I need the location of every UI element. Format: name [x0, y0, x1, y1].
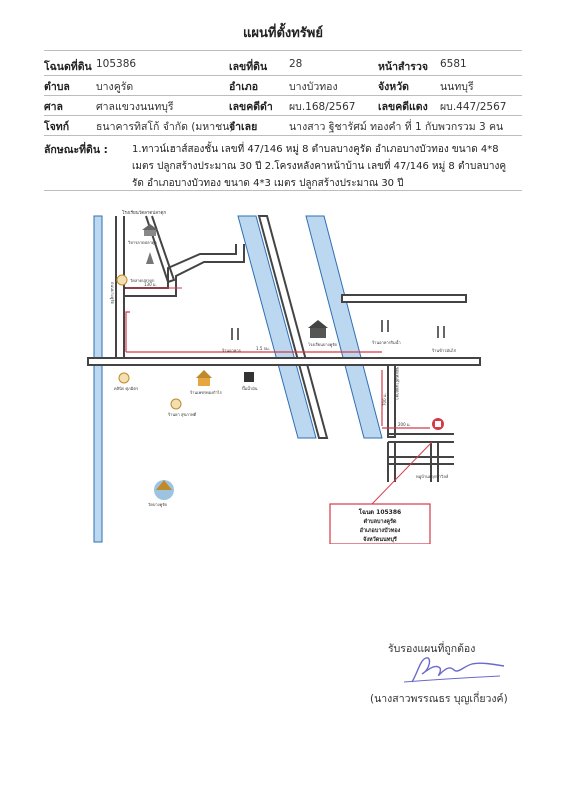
- red-case-value: ผบ.447/2567: [440, 101, 507, 113]
- row-divider: [44, 75, 522, 76]
- callout-province: จังหวัดนนทบุรี: [363, 537, 397, 543]
- pharmacy-icon: [171, 399, 181, 409]
- callout-subdistrict: ตำบลบางคูรัด: [363, 519, 397, 525]
- fuel-icon: [244, 372, 254, 382]
- upper-right-road: [342, 295, 466, 302]
- row-divider: [44, 95, 522, 96]
- clinic-label: คลินิก ศุภมิตร: [114, 386, 139, 391]
- shop-house-label: ร้านเพชรทองกำไร: [190, 390, 222, 395]
- signer-name: (นางสาวพรรณธร บุญเกี่ยวงค์): [370, 693, 508, 705]
- top-divider: [44, 50, 522, 51]
- fuel-label: ปั๊มน้ำมัน: [242, 386, 258, 391]
- defendant-value: นางสาว ฐิชารัศม์ ทองคำ ที่ 1 กับพวกรวม 3 คน: [289, 121, 504, 133]
- left-canal: [94, 216, 102, 542]
- distance-label-130: 130 ม.: [144, 282, 157, 287]
- survey-page-label: หน้าสำรวจ: [378, 61, 428, 73]
- restaurant-far-icon: [438, 326, 444, 338]
- distance-label-700: 700 ม.: [382, 393, 387, 406]
- row-divider: [44, 115, 522, 116]
- description-divider: [44, 190, 522, 191]
- restaurant-far-label: ร้านข้าวมันไก่: [432, 348, 457, 353]
- district-value: บางบัวทอง: [289, 81, 338, 93]
- black-case-value: ผบ.168/2567: [289, 101, 356, 113]
- clinic-icon: [119, 373, 129, 383]
- certify-text: รับรองแผนที่ถูกต้อง: [388, 643, 476, 655]
- restaurant-mid-label: ร้านอาหาร: [222, 348, 241, 353]
- subdistrict-value: บางคูรัด: [96, 81, 134, 93]
- school-mid-label: โรงเรียนบางคูรัด: [308, 342, 338, 347]
- main-road: [88, 358, 480, 365]
- plaintiff-label: โจทก์: [44, 121, 70, 133]
- row-divider: [44, 135, 522, 136]
- location-map: [86, 202, 482, 544]
- temple-bottom-label: วัดบางคูรัด: [148, 502, 168, 507]
- court-label: ศาล: [44, 101, 63, 113]
- callout-deed: โฉนด 105386: [358, 509, 402, 516]
- distance-label-1-5: 1.5 กม.: [256, 346, 270, 351]
- survey-page-value: 6581: [440, 58, 467, 70]
- temple-bottom-icon: [154, 480, 174, 500]
- province-label: จังหวัด: [378, 81, 409, 93]
- right-vertical-road: [388, 365, 395, 437]
- left-vertical-road: [116, 216, 124, 358]
- temple-hall-label: วิหารลาดปลาดุก: [128, 240, 157, 245]
- village-label: หมู่บ้านพฤกษาวิลล์: [416, 474, 449, 479]
- property-pin-icon: [432, 418, 444, 430]
- cafe-icon: [117, 275, 127, 285]
- land-no-label: เลขที่ดิน: [229, 61, 268, 73]
- red-case-label: เลขคดีแดง: [378, 101, 428, 113]
- land-no-value: 28: [289, 58, 303, 70]
- route-line-a: [126, 312, 130, 352]
- signature-image: [400, 652, 510, 688]
- left-road-label: ถนนบางคูรัด: [110, 282, 115, 305]
- defendant-label: จำเลย: [229, 121, 258, 133]
- description-label: ลักษณะที่ดิน :: [44, 144, 108, 156]
- pagoda-icon: [146, 252, 154, 264]
- province-value: นนทบุรี: [440, 81, 474, 93]
- restaurant-icon: [232, 328, 238, 340]
- school-label: โรงเรียนวัดลาดปลาดุก: [122, 211, 167, 216]
- court-value: ศาลแขวงนนทบุรี: [96, 101, 174, 113]
- distance-label-200: 200 ม.: [398, 422, 411, 427]
- right-road-label: ซอยหมู่บ้านพฤกษา: [395, 367, 400, 400]
- land-description: 1.ทาวน์เฮาส์สองชั้น เลขที่ 47/146 หมู่ 8 ตำบลบางคูรัด อำเภอบางบัวทอง ขนาด 4*8 เมตร ปลูกสร้างประมาณ 30 ปี 2.โครงหลังคาหน้าบ้าน เลขที่ 47/146 หมู่ 8 ตำบลบางคูรัด อำเภอบางบัวทอง ขนาด 4*3 เมตร ปลูกสร้างประมาณ 30 ปี: [132, 144, 507, 189]
- black-case-label: เลขคดีดำ: [229, 101, 273, 113]
- restaurant-right-icon: [382, 320, 388, 332]
- page-title: แผนที่ตั้งทรัพย์: [243, 26, 323, 41]
- district-label: อำเภอ: [229, 81, 259, 93]
- plaintiff-value: ธนาคารทิสโก้ จำกัด (มหาชน): [96, 121, 234, 133]
- temple-name-label: วัดลาดปลาดุก: [130, 278, 155, 283]
- subdistrict-label: ตำบล: [44, 81, 70, 93]
- school-icon: [308, 320, 328, 338]
- restaurant-right-label: ร้านอาหารริมน้ำ: [372, 340, 401, 345]
- deed-value: 105386: [96, 58, 137, 70]
- pharmacy-label: ร้านยา สุขภาพดี: [168, 412, 197, 417]
- callout-district: อำเภอบางบัวทอง: [359, 528, 401, 534]
- deed-label: โฉนดที่ดิน: [44, 61, 92, 73]
- house-icon: [196, 370, 212, 386]
- callout-arrow: [372, 442, 432, 504]
